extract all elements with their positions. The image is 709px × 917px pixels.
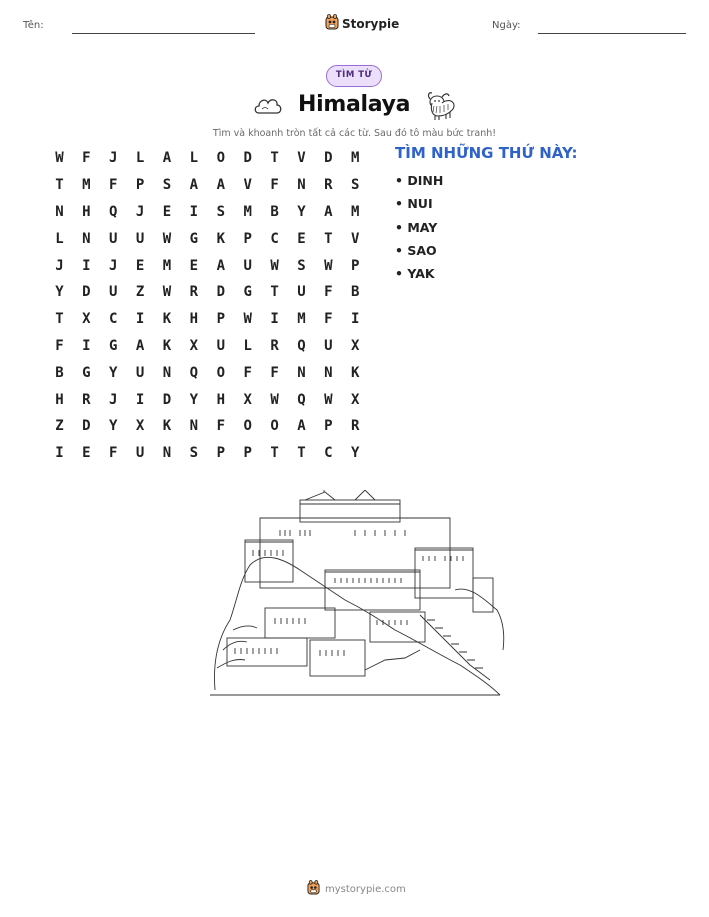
grid-cell[interactable]: W (270, 257, 279, 274)
grid-cell[interactable]: U (109, 284, 118, 301)
grid-cell[interactable]: D (324, 150, 333, 167)
grid-cell[interactable]: N (297, 177, 306, 194)
name-label: Tên: (23, 20, 44, 31)
name-line[interactable] (72, 33, 255, 34)
grid-cell[interactable]: N (189, 418, 199, 435)
grid-cell[interactable]: F (324, 311, 333, 328)
grid-row (46, 199, 369, 226)
word-list-item: • MAY (395, 219, 438, 235)
grid-cell[interactable]: I (135, 391, 145, 408)
grid-cell[interactable]: S (162, 177, 172, 194)
grid-cell[interactable]: W (162, 284, 172, 301)
grid-cell[interactable]: R (324, 177, 333, 194)
grid-cell[interactable]: X (351, 337, 360, 354)
grid-cell[interactable]: I (135, 311, 145, 328)
grid-cell[interactable]: T (55, 311, 64, 328)
grid-cell[interactable]: Y (351, 445, 360, 462)
grid-cell[interactable]: L (243, 337, 252, 354)
grid-cell[interactable]: E (82, 445, 91, 462)
grid-cell[interactable]: X (243, 391, 252, 408)
grid-cell[interactable]: Q (109, 203, 118, 220)
grid-row (46, 333, 369, 360)
grid-row (46, 172, 369, 199)
grid-row (46, 386, 369, 413)
grid-cell[interactable]: T (324, 230, 333, 247)
grid-cell[interactable]: U (135, 230, 145, 247)
grid-cell[interactable]: A (216, 257, 225, 274)
grid-cell[interactable]: P (216, 311, 225, 328)
word-search-badge: TÌM TỪ (326, 65, 382, 87)
grid-cell[interactable]: R (351, 418, 360, 435)
grid-cell[interactable]: L (55, 230, 64, 247)
grid-cell[interactable]: F (109, 445, 118, 462)
page-title: Himalaya (298, 92, 411, 117)
grid-cell[interactable]: F (109, 177, 118, 194)
grid-cell[interactable]: A (297, 418, 306, 435)
grid-cell[interactable]: K (216, 230, 225, 247)
grid-cell[interactable]: M (243, 203, 252, 220)
word-list-item: • DINH (395, 173, 444, 188)
grid-cell[interactable]: T (55, 177, 64, 194)
grid-cell[interactable]: O (243, 418, 252, 435)
date-line[interactable] (538, 33, 686, 34)
grid-cell[interactable]: H (55, 391, 64, 408)
grid-cell[interactable]: W (324, 391, 333, 408)
grid-cell[interactable]: O (216, 364, 225, 381)
grid-cell[interactable]: Q (297, 391, 306, 408)
grid-cell[interactable]: A (162, 150, 172, 167)
grid-cell[interactable]: Y (109, 364, 118, 381)
grid-cell[interactable]: L (135, 150, 145, 167)
grid-row (46, 279, 369, 306)
grid-cell[interactable]: S (216, 203, 225, 220)
cloud-icon (253, 95, 283, 121)
grid-cell[interactable]: C (109, 311, 118, 328)
grid-cell[interactable]: V (297, 150, 306, 167)
grid-cell[interactable]: F (270, 364, 279, 381)
grid-row (46, 413, 369, 440)
footer (307, 880, 406, 899)
grid-cell[interactable]: P (324, 418, 333, 435)
grid-cell[interactable]: Y (55, 284, 64, 301)
palace-illustration[interactable] (205, 490, 505, 704)
grid-row (46, 306, 369, 333)
grid-cell[interactable]: N (162, 445, 172, 462)
footer-url[interactable]: mystorypie.com (325, 884, 406, 895)
grid-cell[interactable]: I (351, 311, 360, 328)
brand-logo (325, 14, 399, 34)
grid-cell[interactable]: J (109, 150, 118, 167)
grid-cell[interactable]: B (270, 203, 279, 220)
grid-cell[interactable]: O (216, 150, 225, 167)
grid-cell[interactable]: I (270, 311, 279, 328)
grid-cell[interactable]: I (82, 337, 91, 354)
grid-cell[interactable]: V (351, 230, 360, 247)
grid-cell[interactable]: K (162, 311, 172, 328)
grid-cell[interactable]: X (351, 391, 360, 408)
grid-row (46, 440, 369, 467)
grid-cell[interactable]: M (162, 257, 172, 274)
grid-cell[interactable]: U (297, 284, 306, 301)
grid-cell[interactable]: X (135, 418, 145, 435)
grid-cell[interactable]: N (82, 230, 91, 247)
grid-cell[interactable]: A (216, 177, 225, 194)
grid-cell[interactable]: N (162, 364, 172, 381)
word-list-heading: TÌM NHỮNG THỨ NÀY: (395, 144, 578, 162)
grid-cell[interactable]: M (82, 177, 91, 194)
yak-icon (424, 89, 458, 125)
grid-cell[interactable]: F (270, 177, 279, 194)
grid-cell[interactable]: W (162, 230, 172, 247)
date-label: Ngày: (492, 20, 521, 31)
grid-cell[interactable]: F (82, 150, 91, 167)
grid-row (46, 252, 369, 279)
grid-cell[interactable]: P (135, 177, 145, 194)
grid-cell[interactable]: I (189, 203, 199, 220)
word-list-item: • YAK (395, 266, 435, 282)
grid-cell[interactable]: W (324, 257, 333, 274)
word-list-item: • SAO (395, 242, 437, 258)
grid-cell[interactable]: A (135, 337, 145, 354)
grid-cell[interactable]: G (189, 230, 199, 247)
grid-cell[interactable]: D (82, 284, 91, 301)
grid-cell[interactable]: N (55, 203, 64, 220)
grid-cell[interactable]: J (55, 257, 64, 274)
grid-cell[interactable]: K (351, 364, 360, 381)
grid-cell[interactable]: H (216, 391, 225, 408)
grid-cell[interactable]: E (297, 230, 306, 247)
letter-grid (46, 145, 369, 467)
grid-cell[interactable]: Z (55, 418, 64, 435)
grid-cell[interactable]: X (189, 337, 199, 354)
grid-cell[interactable]: D (243, 150, 252, 167)
grid-cell[interactable]: I (55, 445, 64, 462)
grid-cell[interactable]: Q (297, 337, 306, 354)
grid-cell[interactable]: U (216, 337, 225, 354)
grid-cell[interactable]: J (109, 391, 118, 408)
grid-cell[interactable]: E (162, 203, 172, 220)
grid-cell[interactable]: M (351, 203, 360, 220)
grid-cell[interactable]: V (243, 177, 252, 194)
grid-cell[interactable]: S (297, 257, 306, 274)
grid-cell[interactable]: O (270, 418, 279, 435)
grid-cell[interactable]: H (189, 311, 199, 328)
word-list-item: • NUI (395, 196, 433, 212)
grid-row (46, 145, 369, 172)
word-list (395, 172, 443, 288)
grid-cell[interactable]: G (109, 337, 118, 354)
grid-cell[interactable]: W (270, 391, 279, 408)
grid-cell[interactable]: I (82, 257, 91, 274)
grid-cell[interactable]: J (109, 257, 118, 274)
grid-cell[interactable]: P (351, 257, 360, 274)
storypie-mascot-icon (307, 880, 320, 899)
storypie-mascot-icon (325, 14, 339, 34)
grid-cell[interactable]: Y (189, 391, 199, 408)
grid-cell[interactable]: N (297, 364, 306, 381)
grid-cell[interactable]: R (82, 391, 91, 408)
grid-cell[interactable]: J (135, 203, 145, 220)
grid-cell[interactable]: T (297, 445, 306, 462)
grid-cell[interactable]: G (243, 284, 252, 301)
brand-name: Storypie (342, 17, 400, 31)
grid-cell[interactable]: Q (189, 364, 199, 381)
grid-cell[interactable]: Y (109, 418, 118, 435)
grid-cell[interactable]: A (324, 203, 333, 220)
grid-cell[interactable]: S (351, 177, 360, 194)
grid-cell[interactable]: D (162, 391, 172, 408)
grid-cell[interactable]: U (135, 364, 145, 381)
grid-cell[interactable]: Z (135, 284, 145, 301)
instructions: Tìm và khoanh tròn tất cả các từ. Sau đó tô màu bức tranh! (212, 128, 497, 139)
grid-row (46, 359, 369, 386)
grid-cell[interactable]: L (189, 150, 199, 167)
grid-cell[interactable]: T (270, 284, 279, 301)
grid-cell[interactable]: S (189, 445, 199, 462)
grid-cell[interactable]: E (189, 257, 199, 274)
grid-cell[interactable]: D (82, 418, 91, 435)
grid-cell[interactable]: W (55, 150, 64, 167)
grid-cell[interactable]: U (135, 445, 145, 462)
grid-cell[interactable]: F (55, 337, 64, 354)
grid-cell[interactable]: Y (297, 203, 306, 220)
grid-cell[interactable]: G (82, 364, 91, 381)
grid-cell[interactable]: C (324, 445, 333, 462)
grid-cell[interactable]: F (216, 418, 225, 435)
grid-cell[interactable]: X (82, 311, 91, 328)
grid-cell[interactable]: K (162, 418, 172, 435)
grid-cell[interactable]: U (324, 337, 333, 354)
grid-cell[interactable]: P (243, 445, 252, 462)
grid-cell[interactable]: T (270, 445, 279, 462)
grid-cell[interactable]: B (351, 284, 360, 301)
grid-cell[interactable]: F (243, 364, 252, 381)
grid-row (46, 225, 369, 252)
grid-cell[interactable]: P (243, 230, 252, 247)
grid-cell[interactable]: U (243, 257, 252, 274)
grid-cell[interactable]: E (135, 257, 145, 274)
grid-cell[interactable]: A (189, 177, 199, 194)
grid-cell[interactable]: D (216, 284, 225, 301)
grid-cell[interactable]: B (55, 364, 64, 381)
grid-cell[interactable]: H (82, 203, 91, 220)
grid-cell[interactable]: F (324, 284, 333, 301)
grid-cell[interactable]: M (351, 150, 360, 167)
grid-cell[interactable]: T (270, 150, 279, 167)
grid-cell[interactable]: K (162, 337, 172, 354)
grid-cell[interactable]: P (216, 445, 225, 462)
grid-cell[interactable]: R (270, 337, 279, 354)
grid-cell[interactable]: U (109, 230, 118, 247)
grid-cell[interactable]: N (324, 364, 333, 381)
grid-cell[interactable]: R (189, 284, 199, 301)
grid-cell[interactable]: W (243, 311, 252, 328)
grid-cell[interactable]: M (297, 311, 306, 328)
grid-cell[interactable]: C (270, 230, 279, 247)
